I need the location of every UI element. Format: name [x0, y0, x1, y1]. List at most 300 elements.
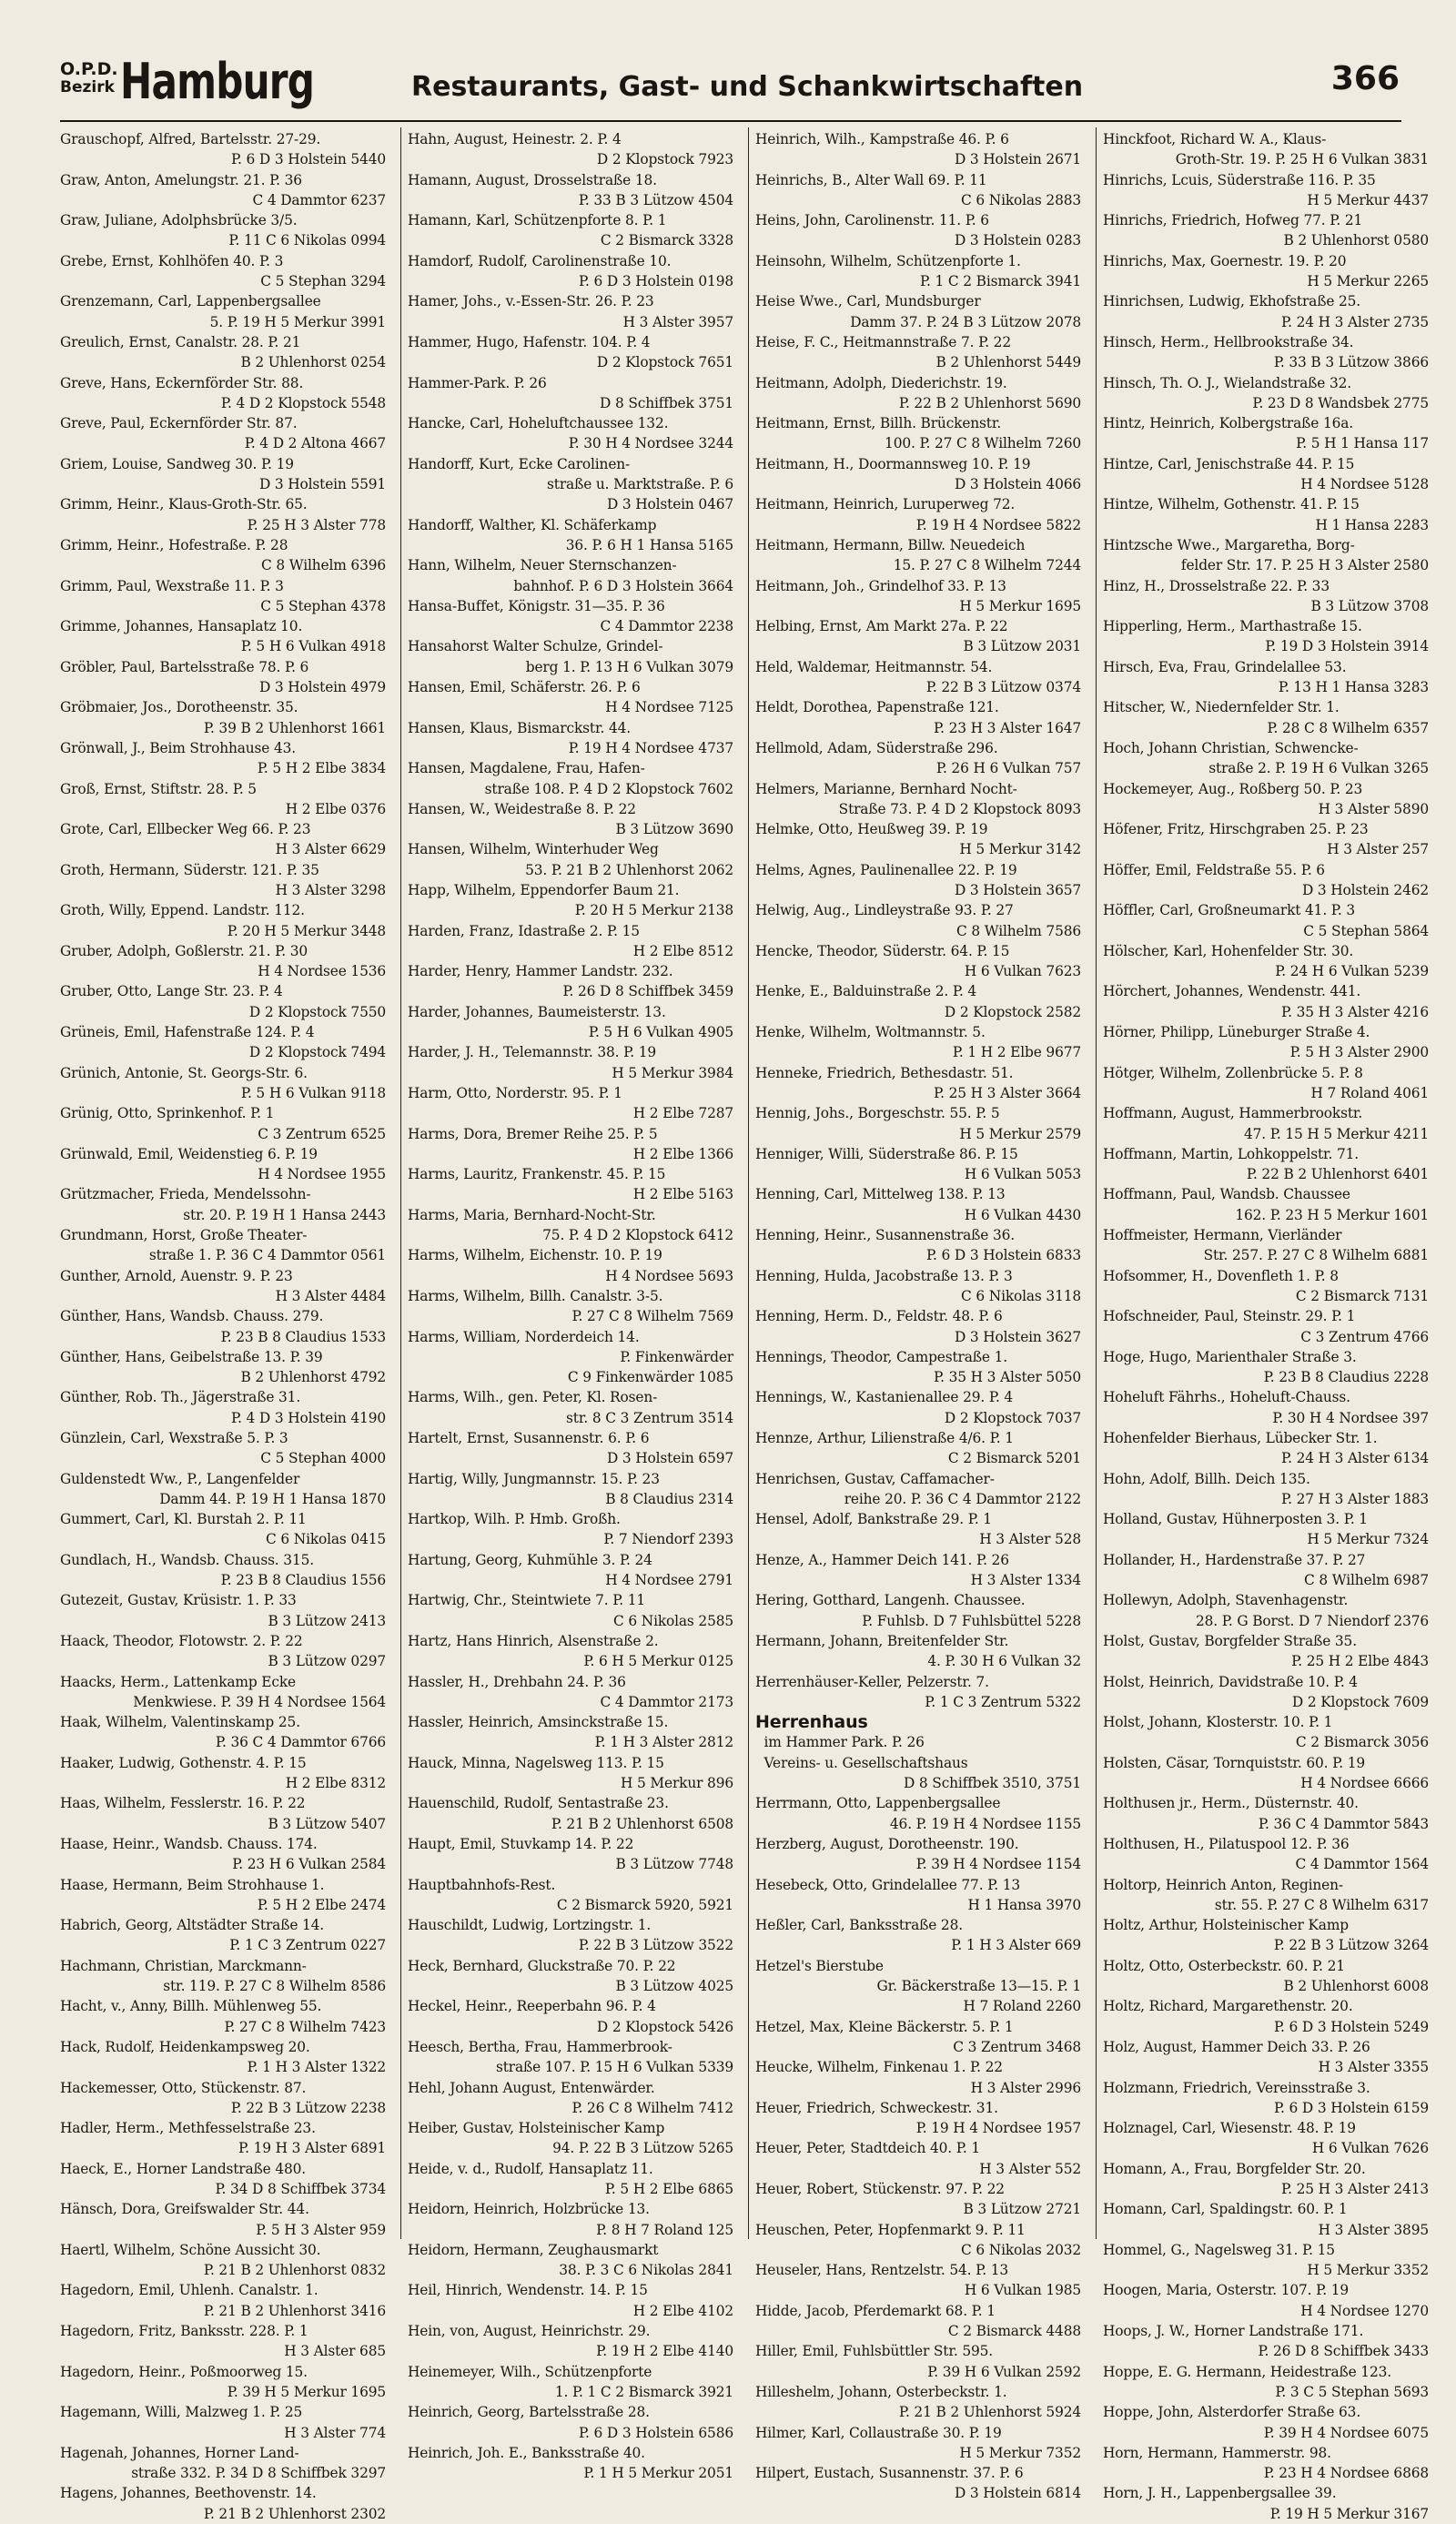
listing-entry: [1103, 1915, 1429, 1956]
listing-line: Hencke, Theodor, Süderstr. 64. P. 15: [755, 942, 1010, 959]
listing-line-right: P. 22 B 2 Uhlenhorst 6401: [1246, 1166, 1429, 1183]
listing-line-right: P. 5 H 1 Hansa 117: [1296, 435, 1429, 452]
listing-column-3: [755, 129, 1081, 2502]
listing-line: Grauschopf, Alfred, Bartelsstr. 27-29.: [60, 131, 321, 147]
listing-line: Hohn, Adolf, Billh. Deich 135.: [1103, 1470, 1310, 1487]
listing-line-right: B 3 Lützow 3690: [615, 821, 733, 838]
listing-line-right: P. 20 H 5 Merkur 3448: [227, 922, 386, 939]
listing-line: Heiber, Gustav, Holsteinischer Kamp: [408, 2120, 665, 2137]
listing-line: Hagedorn, Fritz, Banksstr. 228. P. 1: [60, 2323, 308, 2340]
listing-line: Henning, Carl, Mittelweg 138. P. 13: [755, 1186, 1006, 1203]
listing-line: Henniger, Willi, Süderstraße 86. P. 15: [755, 1145, 1018, 1162]
listing-line: Holst, Johann, Klosterstr. 10. P. 1: [1103, 1714, 1333, 1731]
listing-line-right: B 3 Lützow 0297: [268, 1653, 386, 1670]
listing-line: Hauck, Minna, Nagelsweg 113. P. 15: [408, 1754, 664, 1771]
listing-line: Hintzsche Wwe., Margaretha, Borg-: [1103, 536, 1355, 553]
listing-entry: [755, 2057, 1081, 2098]
listing-line: Graw, Juliane, Adolphsbrücke 3/5.: [60, 212, 298, 229]
listing-line-right: P. 22 B 3 Lützow 3264: [1273, 1937, 1429, 1954]
listing-line-right: P. 8 H 7 Roland 125: [596, 2221, 733, 2238]
listing-column-4: [1103, 129, 1429, 2522]
listing-line-right: D 2 Klopstock 5426: [596, 2018, 733, 2035]
listing-line: Hintze, Carl, Jenischstraße 44. P. 15: [1103, 455, 1355, 472]
listing-line: Hartelt, Ernst, Susannenstr. 6. P. 6: [408, 1430, 650, 1446]
listing-entry: [1103, 2199, 1429, 2240]
listing-line: Grünwald, Emil, Weidenstieg 6. P. 19: [60, 1145, 318, 1162]
listing-line: Heinrich, Wilh., Kampstraße 46. P. 6: [755, 131, 1009, 147]
listing-line: Hensel, Adolf, Bankstraße 29. P. 1: [755, 1511, 992, 1528]
listing-line: Holtz, Otto, Osterbeckstr. 60. P. 21: [1103, 1957, 1345, 1974]
listing-entry: [1103, 2443, 1429, 2484]
listing-entry: [408, 2159, 733, 2200]
listing-line-right: B 2 Uhlenhorst 6008: [1283, 1978, 1429, 1995]
listing-line: Hansen, Wilhelm, Winterhuder Weg: [408, 841, 659, 858]
listing-line: Held, Waldemar, Heitmannstr. 54.: [755, 658, 993, 675]
listing-entry: [408, 2199, 733, 2240]
listing-entry: [755, 1672, 1081, 1713]
listing-entry: [1103, 1550, 1429, 1591]
listing-line: Hachmann, Christian, Marckmann-: [60, 1957, 307, 1974]
listing-line: Hockemeyer, Aug., Roßberg 50. P. 23: [1103, 780, 1363, 797]
listing-line: Hofschneider, Paul, Steinstr. 29. P. 1: [1103, 1308, 1356, 1325]
listing-line: Gunther, Arnold, Auenstr. 9. P. 23: [60, 1267, 293, 1284]
listing-entry: [60, 1103, 386, 1144]
listing-line-right: H 4 Nordsee 1536: [258, 963, 386, 980]
listing-entry: [408, 1428, 733, 1469]
listing-line: Holthusen jr., Herm., Düsternstr. 40.: [1103, 1795, 1359, 1812]
listing-line: Höffler, Carl, Großneumarkt 41. P. 3: [1103, 902, 1356, 919]
listing-line-right: bahnhof. P. 6 D 3 Holstein 3664: [513, 577, 733, 594]
listing-line: Homann, A., Frau, Borgfelder Str. 20.: [1103, 2160, 1366, 2177]
listing-line: Hetzel's Bierstube: [755, 1957, 884, 1974]
listing-line-right: P. 4 D 2 Klopstock 5548: [220, 394, 386, 411]
listing-entry: [60, 2402, 386, 2443]
listing-line: Gröbmaier, Jos., Dorotheenstr. 35.: [60, 699, 298, 716]
listing-line: Grenzemann, Carl, Lappenbergsallee: [60, 293, 321, 310]
listing-line-right: P. 21 B 2 Uhlenhorst 5924: [898, 2404, 1081, 2421]
listing-line: Harms, Wilh., gen. Peter, Kl. Rosen-: [408, 1389, 658, 1406]
listing-line: Greulich, Ernst, Canalstr. 28. P. 21: [60, 333, 301, 350]
listing-line: Grünich, Antonie, St. Georgs-Str. 6.: [60, 1064, 308, 1081]
listing-line-right: B 2 Uhlenhorst 0580: [1283, 232, 1429, 249]
listing-line-right: D 2 Klopstock 7550: [248, 1003, 386, 1020]
listing-entry: [408, 1042, 733, 1083]
listing-line-right: H 2 Elbe 5163: [632, 1186, 733, 1203]
listing-line-right: 15. P. 27 C 8 Wilhelm 7244: [893, 557, 1081, 574]
listing-line: Höfener, Fritz, Hirschgraben 25. P. 23: [1103, 821, 1369, 838]
listing-entry: [408, 2037, 733, 2078]
listing-line: Haak, Wilhelm, Valentinskamp 25.: [60, 1714, 300, 1731]
listing-line-right: P. 19 H 3 Alster 6891: [238, 2140, 386, 2157]
listing-entry: [755, 2220, 1081, 2261]
listing-line-right: P. 21 B 2 Uhlenhorst 3416: [203, 2302, 386, 2319]
listing-entry: [408, 1631, 733, 1672]
listing-entry: [1103, 2037, 1429, 2078]
listing-line-right: H 6 Vulkan 7626: [1311, 2140, 1429, 2157]
listing-entry: [60, 210, 386, 251]
listing-entry: [408, 373, 733, 414]
listing-line-right: P. 33 B 3 Lützow 3866: [1273, 354, 1429, 371]
listing-line: Hörchert, Johannes, Wendenstr. 441.: [1103, 983, 1361, 1000]
listing-entry: [1103, 454, 1429, 495]
listing-entry: [60, 1428, 386, 1469]
listing-line-right: 94. P. 22 B 3 Lützow 5265: [552, 2140, 733, 2157]
listing-line: Holtorp, Heinrich Anton, Reginen-: [1103, 1876, 1343, 1893]
listing-line: Greve, Hans, Eckernförder Str. 88.: [60, 374, 304, 391]
listing-entry: [408, 1834, 733, 1875]
listing-line: Grüneis, Emil, Hafenstraße 124. P. 4: [60, 1024, 315, 1041]
listing-line: Hamer, Johs., v.-Essen-Str. 26. P. 23: [408, 293, 654, 310]
listing-entry: [408, 1327, 733, 1388]
listing-entry: [408, 1996, 733, 2037]
listing-line-right: P. 39 B 2 Uhlenhorst 1661: [203, 719, 386, 736]
listing-line-right: H 4 Nordsee 5128: [1300, 476, 1429, 493]
listing-line-right: P. 36 C 4 Dammtor 5843: [1258, 1815, 1429, 1832]
listing-line: Hintze, Wilhelm, Gothenstr. 41. P. 15: [1103, 496, 1360, 513]
listing-entry: [408, 758, 733, 799]
listing-entry: [408, 129, 733, 170]
listing-line-right: D 3 Holstein 4979: [258, 679, 386, 696]
listing-entry: [408, 2443, 733, 2484]
listing-entry: [755, 1022, 1081, 1063]
listing-entry: [60, 1956, 386, 1997]
listing-line-right: H 5 Merkur 4437: [1307, 191, 1429, 208]
listing-line: Hoge, Hugo, Marienthaler Straße 3.: [1103, 1348, 1357, 1365]
listing-line: Hartz, Hans Hinrich, Alsenstraße 2.: [408, 1632, 659, 1649]
listing-entry: [408, 1672, 733, 1713]
listing-line: Hansen, Emil, Schäferstr. 26. P. 6: [408, 679, 641, 696]
listing-line: Heßler, Carl, Banksstraße 28.: [755, 1917, 963, 1934]
page-header: [0, 0, 1456, 127]
listing-line-right: 5. P. 19 H 5 Merkur 3991: [209, 313, 386, 330]
listing-line-right: H 6 Vulkan 5053: [964, 1166, 1081, 1183]
listing-line: Vereins- u. Gesellschaftshaus: [755, 1754, 968, 1771]
listing-entry: [408, 1550, 733, 1591]
listing-line: Horn, Hermann, Hammerstr. 98.: [1103, 2444, 1331, 2461]
listing-entry: [408, 2240, 733, 2281]
listing-entry: [1103, 291, 1429, 332]
listing-line: Hötger, Wilhelm, Zollenbrücke 5. P. 8: [1103, 1064, 1363, 1081]
listing-entry: [60, 1915, 386, 1956]
listing-line-right: C 2 Bismarck 4488: [947, 2323, 1081, 2340]
listing-line: Hiller, Emil, Fuhlsbüttler Str. 595.: [755, 2343, 993, 2360]
listing-line: Hoffmann, Martin, Lohkoppelstr. 71.: [1103, 1145, 1360, 1162]
listing-line: Henning, Herm. D., Feldstr. 48. P. 6: [755, 1308, 1003, 1325]
listing-entry: [755, 535, 1081, 576]
listing-line: Hamann, August, Drosselstraße 18.: [408, 171, 657, 188]
listing-line-right: B 2 Uhlenhorst 5449: [935, 354, 1081, 371]
listing-line: Hinsch, Th. O. J., Wielandstraße 32.: [1103, 374, 1351, 391]
listing-entry: [60, 738, 386, 779]
listing-entry: [1103, 2362, 1429, 2403]
listing-entry: [755, 1732, 1081, 1752]
listing-line: Heidorn, Hermann, Zeughausmarkt: [408, 2241, 659, 2258]
listing-line: Gundlach, H., Wandsb. Chauss. 315.: [60, 1551, 314, 1568]
listing-line: Greve, Paul, Eckernförder Str. 87.: [60, 415, 298, 432]
listing-entry: [1103, 332, 1429, 373]
listing-line-right: P. 21 B 2 Uhlenhorst 2302: [203, 2505, 386, 2522]
listing-entry: [408, 2280, 733, 2321]
listing-line: Heil, Hinrich, Wendenstr. 14. P. 15: [408, 2282, 648, 2299]
listing-line-right: C 4 Dammtor 6237: [252, 191, 386, 208]
listing-line-right: C 6 Nikolas 3118: [961, 1287, 1081, 1304]
listing-entry: [408, 596, 733, 637]
listing-entry: [1103, 1144, 1429, 1185]
listing-line-right: C 8 Wilhelm 6396: [261, 557, 386, 574]
listing-line: Henneke, Friedrich, Bethesdastr. 51.: [755, 1064, 1014, 1081]
listing-line: Habrich, Georg, Altstädter Straße 14.: [60, 1917, 325, 1934]
listing-line-right: P. 24 H 6 Vulkan 5239: [1275, 963, 1429, 980]
listing-line-right: 47. P. 15 H 5 Merkur 4211: [1244, 1125, 1429, 1142]
listing-line-right: P. 39 H 5 Merkur 1695: [227, 2383, 386, 2400]
listing-line-right: D 3 Holstein 0283: [954, 232, 1081, 249]
listing-entry: [60, 1347, 386, 1388]
listing-entry: [1103, 1266, 1429, 1307]
listing-line-right: P. 7 Niendorf 2393: [603, 1531, 733, 1548]
listing-line: im Hammer Park. P. 26: [755, 1734, 925, 1751]
listing-entry: [755, 1225, 1081, 1266]
listing-entry: [755, 2260, 1081, 2301]
listing-line: Hansen, W., Weidestraße 8. P. 22: [408, 800, 636, 817]
listing-entry: [1103, 1996, 1429, 2037]
listing-line: Herrmann, Otto, Lappenbergsallee: [755, 1795, 1001, 1812]
listing-line-right: P. 19 H 5 Merkur 3167: [1269, 2505, 1429, 2522]
listing-entry: [408, 1083, 733, 1124]
listing-line-right: P. 36 C 4 Dammtor 6766: [215, 1734, 386, 1751]
listing-line-right: str. 119. P. 27 C 8 Wilhelm 8586: [163, 1978, 386, 1995]
listing-entry: [1103, 697, 1429, 738]
listing-entry: [60, 1712, 386, 1753]
listing-line: Harms, Dora, Bremer Reihe 25. P. 5: [408, 1125, 658, 1142]
listing-line-right: P. 1 C 3 Zentrum 0227: [229, 1937, 386, 1954]
listing-line-right: P. 27 H 3 Alster 1883: [1281, 1490, 1429, 1507]
listing-entry: [1103, 210, 1429, 251]
listing-line-right: P. 26 D 8 Schiffbek 3433: [1258, 2343, 1429, 2360]
listing-line-right: H 7 Roland 4061: [1310, 1084, 1429, 1101]
listing-line: Heldt, Dorothea, Papenstraße 121.: [755, 699, 999, 716]
listing-line-right: D 2 Klopstock 2582: [944, 1003, 1081, 1020]
listing-entry: [408, 2118, 733, 2159]
listing-line: Heise, F. C., Heitmannstraße 7. P. 22: [755, 333, 1011, 350]
listing-line-right: P. 6 D 3 Holstein 6586: [578, 2424, 733, 2441]
listing-line: Helbing, Ernst, Am Markt 27a. P. 22: [755, 618, 1008, 635]
listing-entry: [408, 1002, 733, 1043]
listing-line-right: H 4 Nordsee 1955: [258, 1166, 386, 1183]
listing-entry: [408, 1387, 733, 1428]
listing-line: Hein, von, August, Heinrichstr. 29.: [408, 2323, 651, 2340]
listing-entry: [755, 819, 1081, 860]
listing-line: Henke, Wilhelm, Woltmannstr. 5.: [755, 1024, 986, 1041]
listing-line-right: H 4 Nordsee 2791: [605, 1572, 733, 1589]
listing-line: Hilleshelm, Johann, Osterbeckstr. 1.: [755, 2383, 1007, 2400]
listing-entry: [1103, 1306, 1429, 1347]
listing-entry: [755, 860, 1081, 901]
listing-entry: [408, 1469, 733, 1510]
listing-line-right: P. 27 C 8 Wilhelm 7569: [571, 1308, 733, 1325]
listing-line-right: 53. P. 21 B 2 Uhlenhorst 2062: [525, 861, 733, 878]
listing-line-right: C 5 Stephan 5864: [1303, 922, 1429, 939]
listing-line: Hilmer, Karl, Collaustraße 30. P. 19: [755, 2424, 1002, 2441]
listing-entry: [408, 839, 733, 880]
listing-line-right: P. 39 H 4 Nordsee 6075: [1263, 2424, 1429, 2441]
listing-entry: [755, 2463, 1081, 2504]
listing-line-right: H 5 Merkur 3984: [612, 1064, 733, 1081]
listing-line-right: P. 26 H 6 Vulkan 757: [935, 760, 1081, 777]
listing-entry: [1103, 1469, 1429, 1510]
listing-line-right: B 3 Lützow 3708: [1310, 597, 1429, 614]
listing-entry: [755, 738, 1081, 779]
listing-line: Hansa-Buffet, Königstr. 31—35. P. 36: [408, 597, 665, 614]
listing-entry: [408, 1793, 733, 1834]
listing-line: Groth, Hermann, Süderstr. 121. P. 35: [60, 861, 319, 878]
listing-entry: [408, 251, 733, 292]
listing-line-right: C 6 Nikolas 2585: [613, 1612, 733, 1629]
listing-line-right: D 3 Holstein 4066: [954, 476, 1081, 493]
listing-line-right: P. 30 H 4 Nordsee 397: [1272, 1409, 1429, 1426]
listing-line-right: H 3 Alster 2996: [970, 2079, 1081, 2096]
listing-line-right: B 2 Uhlenhorst 4792: [240, 1369, 386, 1386]
listing-line: Harden, Franz, Idastraße 2. P. 15: [408, 922, 640, 939]
listing-entry: [1103, 2483, 1429, 2524]
listing-entry: [60, 1387, 386, 1428]
listing-line-right: H 5 Merkur 3142: [959, 841, 1081, 858]
listing-line: Hidde, Jacob, Pferdemarkt 68. P. 1: [755, 2302, 996, 2319]
listing-line-right: P. 24 H 3 Alster 2735: [1281, 313, 1429, 330]
listing-line-right: straße 2. P. 19 H 6 Vulkan 3265: [1208, 760, 1429, 777]
listing-line: Helms, Agnes, Paulinenallee 22. P. 19: [755, 861, 1017, 878]
city-name: Hamburg: [120, 53, 315, 110]
listing-line: Hintz, Heinrich, Kolbergstraße 16a.: [1103, 415, 1354, 432]
listing-line-right: D 3 Holstein 2462: [1301, 881, 1429, 898]
listing-line-right: H 2 Elbe 8312: [285, 1775, 386, 1792]
listing-line: Hansahorst Walter Schulze, Grindel-: [408, 638, 663, 655]
listing-line: Heckel, Heinr., Reeperbahn 96. P. 4: [408, 1998, 656, 2015]
listing-line-right: C 2 Bismarck 5201: [947, 1450, 1081, 1467]
listing-line: Hackemesser, Otto, Stückenstr. 87.: [60, 2079, 307, 2096]
listing-line-right: P. 34 D 8 Schiffbek 3734: [215, 2180, 386, 2197]
listing-line-right: 38. P. 3 C 6 Nikolas 2841: [559, 2262, 733, 2279]
listing-line-right: 100. P. 27 C 8 Wilhelm 7260: [885, 435, 1081, 452]
listing-line-right: H 2 Elbe 8512: [632, 942, 733, 959]
listing-line: Herzberg, August, Dorotheenstr. 190.: [755, 1835, 1019, 1852]
listing-line: Grimm, Paul, Wexstraße 11. P. 3: [60, 577, 284, 594]
listing-entry: [60, 1184, 386, 1225]
listing-line-right: H 3 Alster 3355: [1318, 2059, 1429, 2076]
district-label-line1: O.P.D.: [60, 59, 118, 79]
listing-entry: [755, 1428, 1081, 1469]
listing-entry: [755, 1144, 1081, 1185]
listing-line: Hetzel, Max, Kleine Bäckerstr. 5. P. 1: [755, 2018, 1014, 2035]
listing-line-right: H 6 Vulkan 4430: [964, 1206, 1081, 1223]
district-label-line2: Bezirk: [60, 78, 115, 96]
listing-line-right: D 2 Klopstock 7923: [596, 151, 733, 168]
listing-entry: [1103, 1753, 1429, 1794]
listing-line: Holsten, Cäsar, Tornquiststr. 60. P. 19: [1103, 1754, 1366, 1771]
listing-entry: [408, 636, 733, 677]
listing-line-right: C 4 Dammtor 2173: [600, 1693, 733, 1710]
listing-entry: [755, 2098, 1081, 2139]
listing-entry: [755, 981, 1081, 1022]
district-label: [60, 60, 118, 96]
header-rule: [60, 120, 1401, 122]
listing-line: Hinrichs, Lcuis, Süderstraße 116. P. 35: [1103, 171, 1376, 188]
listing-line: Heck, Bernhard, Gluckstraße 70. P. 22: [408, 1957, 676, 1974]
listing-entry: [755, 170, 1081, 211]
listing-line-right: P. 13 H 1 Hansa 3283: [1278, 679, 1429, 696]
listing-entry: [755, 291, 1081, 332]
listing-line-right: H 5 Merkur 896: [621, 1775, 733, 1792]
listing-line-right: C 6 Nikolas 2883: [961, 191, 1081, 208]
listing-line-right: straße 1. P. 36 C 4 Dammtor 0561: [148, 1247, 386, 1264]
listing-line-right: D 3 Holstein 0467: [606, 496, 733, 513]
listing-line: Hellmold, Adam, Süderstraße 296.: [755, 739, 998, 756]
listing-entry: [755, 251, 1081, 292]
listing-entry: [755, 941, 1081, 982]
listing-line-right: D 3 Holstein 5591: [258, 476, 386, 493]
listing-line: Heinrich, Joh. E., Banksstraße 40.: [408, 2444, 645, 2461]
listing-line-right: C 4 Dammtor 1564: [1295, 1856, 1429, 1873]
listing-line: Hörner, Philipp, Lüneburger Straße 4.: [1103, 1024, 1370, 1041]
listing-line: Grebe, Ernst, Kohlhöfen 40. P. 3: [60, 252, 284, 269]
listing-line: Henning, Hulda, Jacobstraße 13. P. 3: [755, 1267, 1013, 1284]
listing-entry: [408, 2402, 733, 2443]
listing-line: Harms, Wilhelm, Billh. Canalstr. 3-5.: [408, 1287, 663, 1304]
listing-line: Hinrichsen, Ludwig, Ekhofstraße 25.: [1103, 293, 1361, 310]
listing-line: Holzmann, Friedrich, Vereinsstraße 3.: [1103, 2079, 1370, 2096]
listing-entry: [408, 170, 733, 211]
listing-line: Heinrich, Georg, Bartelsstraße 28.: [408, 2404, 650, 2421]
listing-entry: [408, 1124, 733, 1165]
listing-line: Heins, John, Carolinenstr. 11. P. 6: [755, 212, 989, 229]
listing-entry: [1103, 1063, 1429, 1104]
listing-entry: [1103, 738, 1429, 779]
listing-entry: [60, 2321, 386, 2362]
listing-line-right: H 3 Alster 528: [979, 1531, 1081, 1548]
listing-line: Gummert, Carl, Kl. Burstah 2. P. 11: [60, 1511, 307, 1528]
listing-entry: [755, 779, 1081, 820]
listing-line: Hammer-Park. P. 26: [408, 374, 547, 391]
listing-entry: [408, 921, 733, 962]
listing-entry: [60, 454, 386, 495]
listing-line-right: P. 35 H 3 Alster 5050: [934, 1369, 1081, 1386]
listing-entry: [408, 799, 733, 840]
listing-entry: [60, 2078, 386, 2119]
listing-entry: [1103, 1387, 1429, 1428]
listing-line: Hoops, J. W., Horner Landstraße 171.: [1103, 2323, 1364, 2340]
listing-line: Haack, Theodor, Flotowstr. 2. P. 22: [60, 1632, 303, 1649]
listing-line-right: 162. P. 23 H 5 Merkur 1601: [1235, 1206, 1429, 1223]
listing-line: Hollewyn, Adolph, Stavenhagenstr.: [1103, 1592, 1349, 1609]
listing-line-right: straße 107. P. 15 H 6 Vulkan 5339: [495, 2059, 733, 2076]
listing-line-right: H 3 Alster 3957: [622, 313, 733, 330]
listing-entry: [755, 2423, 1081, 2464]
listing-line-right: berg 1. P. 13 H 6 Vulkan 3079: [525, 658, 733, 675]
listing-entry: [1103, 1956, 1429, 1997]
listing-line: Hoffmann, August, Hammerbrookstr.: [1103, 1105, 1363, 1122]
listing-line-right: H 5 Merkur 7352: [959, 2444, 1081, 2461]
listing-line: Höffer, Emil, Feldstraße 55. P. 6: [1103, 861, 1325, 878]
listing-line-right: H 3 Alster 1334: [970, 1572, 1081, 1589]
listing-entry: [60, 2280, 386, 2321]
listing-line-right: D 3 Holstein 3627: [954, 1328, 1081, 1345]
listing-entry: [755, 657, 1081, 698]
listing-entry: [755, 2017, 1081, 2058]
listing-entry: [60, 494, 386, 535]
listing-entry: [408, 515, 733, 556]
listing-line: Guldenstedt Ww., P., Langenfelder: [60, 1470, 300, 1487]
listing-line-right: C 3 Zentrum 6525: [258, 1125, 386, 1142]
listing-column-1: [60, 129, 386, 2522]
